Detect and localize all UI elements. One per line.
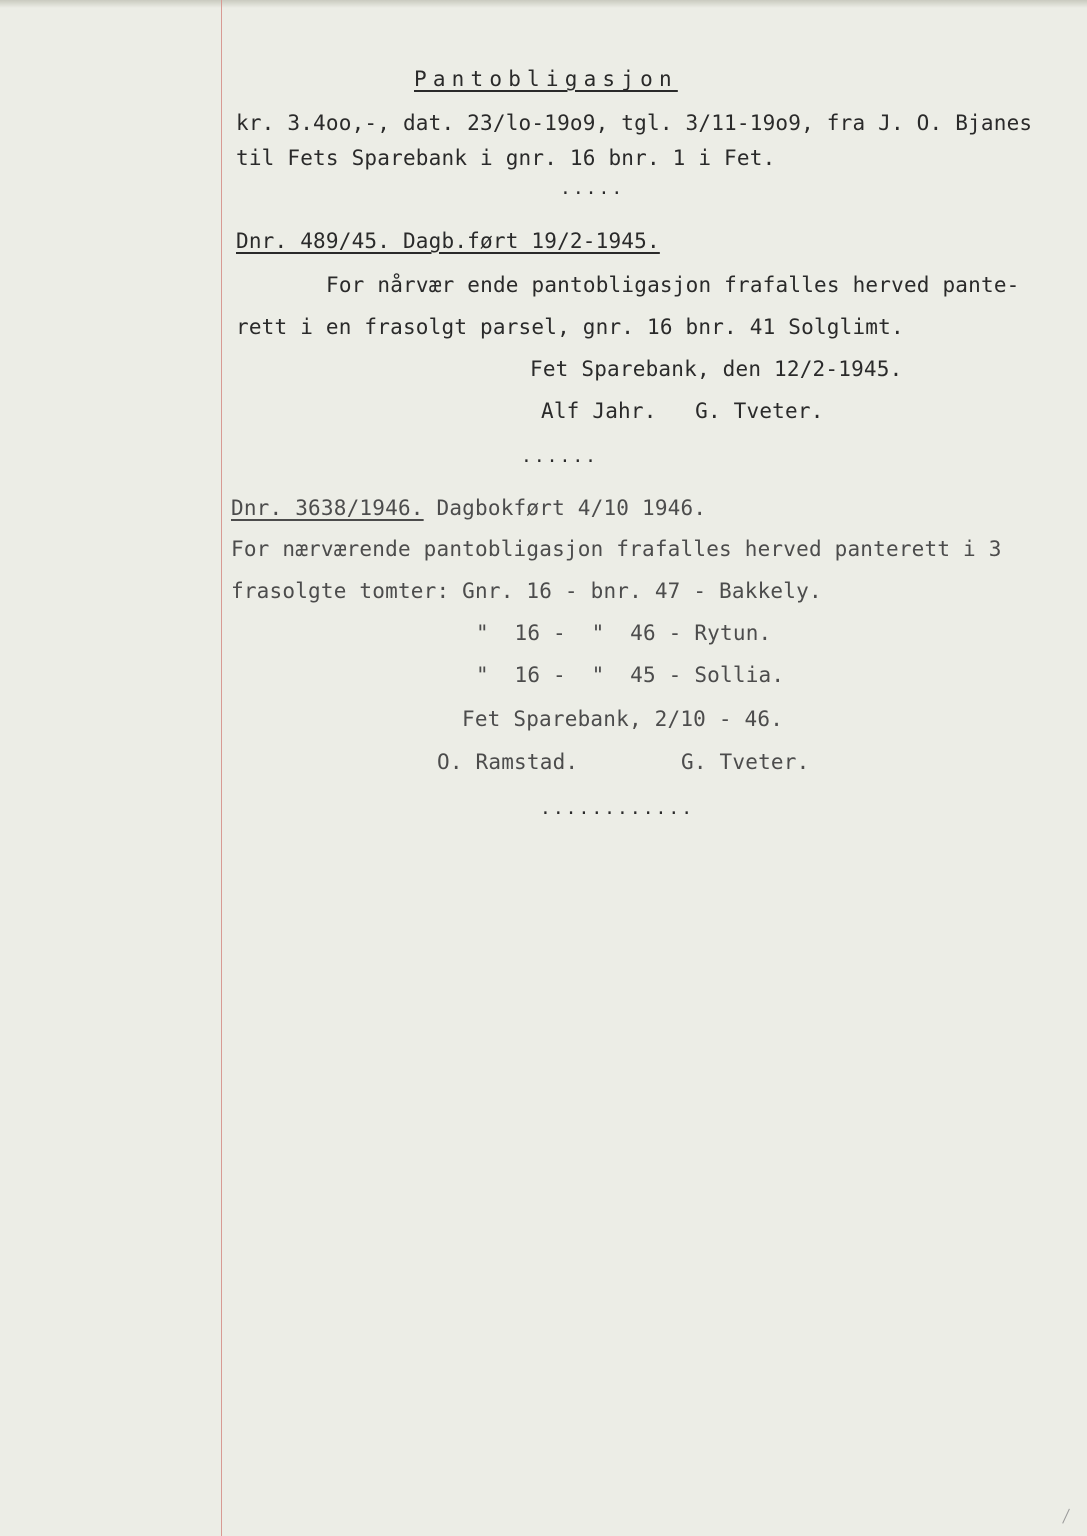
- entry-2-heading-line: [231, 495, 706, 521]
- entry-2-body-line-1: For nærværende pantobligasjon frafalles herved panterett i 3: [231, 537, 1002, 561]
- entry-1-body-line-2: rett i en frasolgt parsel, gnr. 16 bnr. 41 Solglimt.: [236, 315, 904, 339]
- red-margin-rule: [221, 0, 222, 1536]
- separator-dots-3: ............: [540, 798, 695, 819]
- document-title: Pantobligasjon: [414, 67, 678, 91]
- corner-mark: [1053, 1504, 1070, 1523]
- entry-2-signatures: O. Ramstad. G. Tveter.: [437, 750, 810, 774]
- entry-1-place-date: Fet Sparebank, den 12/2-1945.: [530, 357, 903, 381]
- entry-1-body-line-1: For nårvær ende pantobligasjon frafalles herved pante-: [326, 273, 1020, 297]
- page-top-edge: [0, 0, 1087, 8]
- header-line-1: kr. 3.4oo,-, dat. 23/lo-19o9, tgl. 3/11-19o9, fra J. O. Bjanes: [236, 111, 1033, 135]
- separator-dots-1: .....: [560, 178, 625, 199]
- entry-2-body-line-2: frasolgte tomter: Gnr. 16 - bnr. 47 - Bakkely.: [231, 579, 822, 603]
- entry-2-heading: Dnr. 3638/1946.: [231, 496, 424, 520]
- separator-dots-2: ......: [521, 446, 599, 467]
- entry-2-row-2: " 16 - " 45 - Sollia.: [476, 663, 785, 687]
- header-line-2: til Fets Sparebank i gnr. 16 bnr. 1 i Fet.: [236, 146, 776, 170]
- entry-2-heading-rest: Dagbokført 4/10 1946.: [423, 496, 707, 520]
- entry-1-heading: Dnr. 489/45. Dagb.ført 19/2-1945.: [236, 229, 660, 253]
- entry-2-row-1: " 16 - " 46 - Rytun.: [476, 621, 772, 645]
- entry-2-place-date: Fet Sparebank, 2/10 - 46.: [462, 707, 784, 731]
- entry-1-signatures: Alf Jahr. G. Tveter.: [541, 399, 824, 423]
